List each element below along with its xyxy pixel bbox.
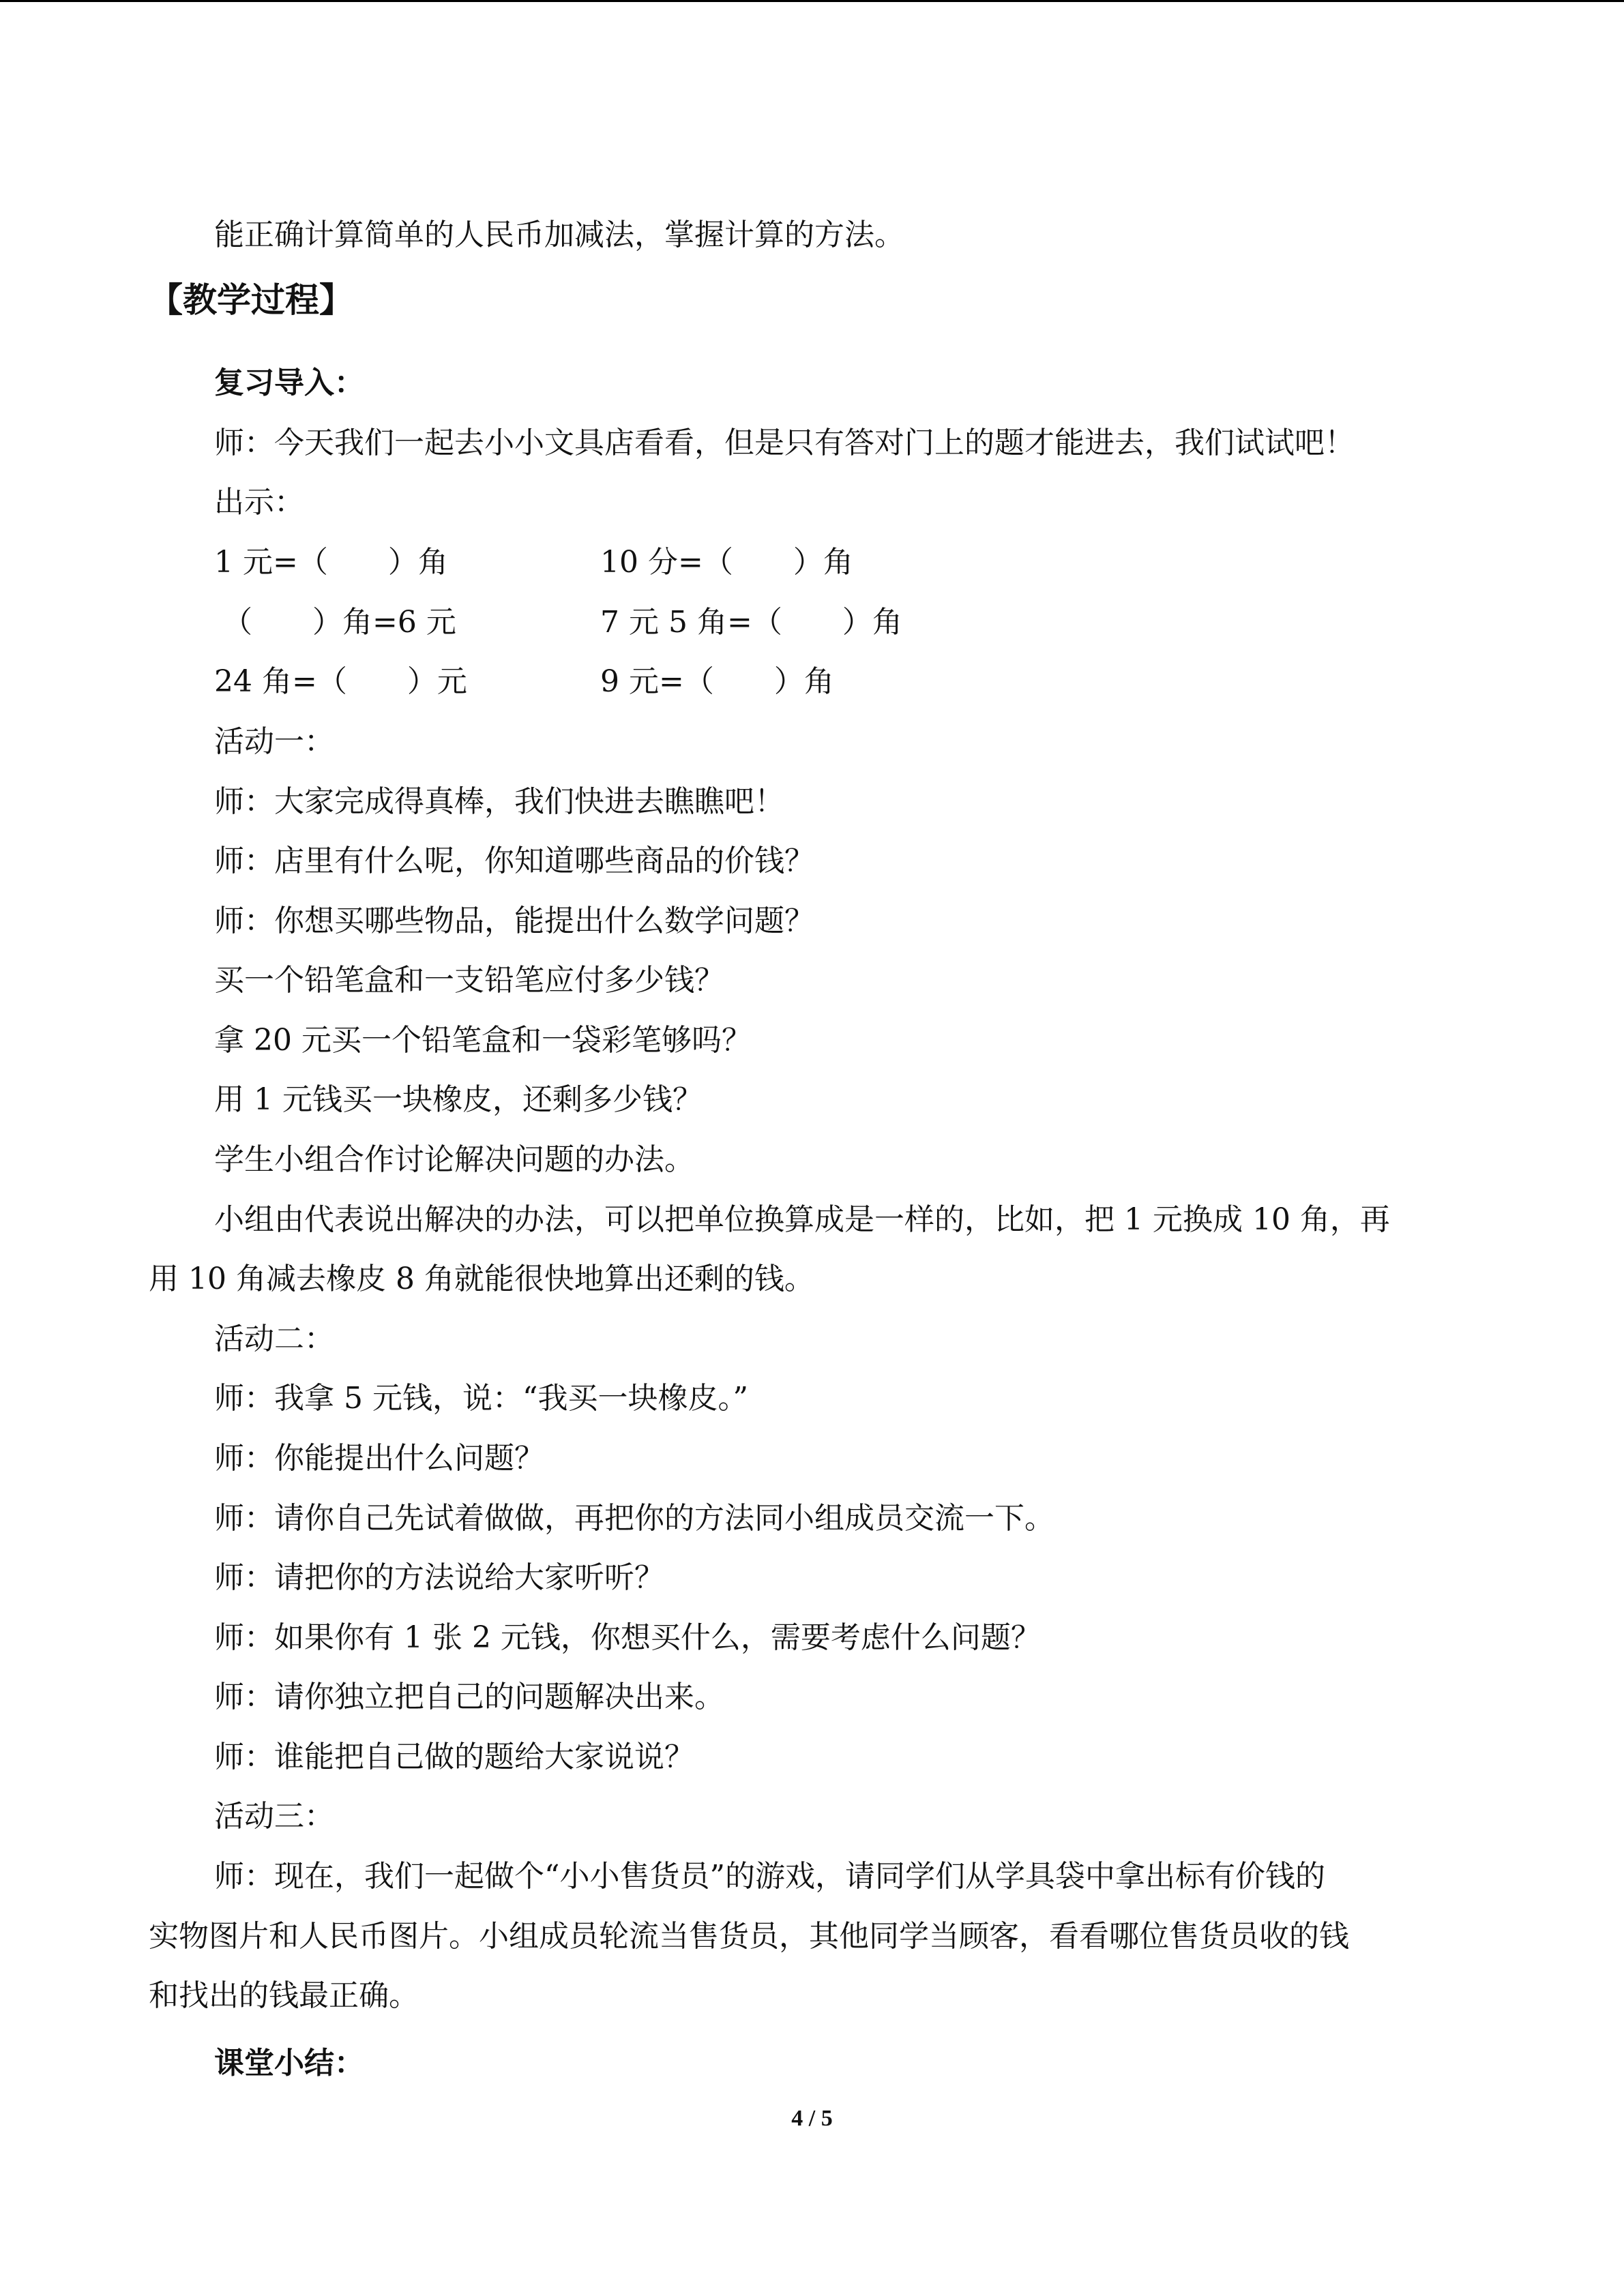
- activity3-paragraph-line: 实物图片和人民币图片。小组成员轮流当售货员，其他同学当顾客，看看哪位售货员收的钱: [149, 1919, 1349, 1954]
- exercise-item: 10 分=（ ）角: [600, 545, 853, 580]
- show-label: 出示：: [214, 485, 304, 520]
- review-intro: 师：今天我们一起去小小文具店看看，但是只有答对门上的题才能进去，我们试试吧！: [214, 426, 1355, 460]
- section-heading: 【教学过程】: [149, 280, 353, 320]
- activity2-line: 师：你能提出什么问题？: [214, 1441, 544, 1476]
- summary-title: 课堂小结：: [214, 2046, 364, 2081]
- activity1-title: 活动一：: [214, 724, 334, 759]
- activity2-title: 活动二：: [214, 1322, 334, 1356]
- objective-line: 能正确计算简单的人民币加减法，掌握计算的方法。: [214, 218, 904, 252]
- activity2-line: 师：请把你的方法说给大家听听？: [214, 1560, 664, 1595]
- activity2-line: 师：如果你有 1 张 2 元钱，你想买什么，需要考虑什么问题？: [214, 1620, 1041, 1655]
- exercise-item: 9 元=（ ）角: [600, 664, 834, 699]
- activity1-line: 学生小组合作讨论解决问题的办法。: [214, 1142, 694, 1177]
- page-top-border: [0, 0, 1624, 2]
- activity2-line: 师：谁能把自己做的题给大家说说？: [214, 1740, 694, 1774]
- activity1-line: 师：大家完成得真棒，我们快进去瞧瞧吧！: [214, 784, 784, 819]
- activity3-paragraph-line: 和找出的钱最正确。: [149, 1978, 419, 2013]
- page-number: 4 / 5: [791, 2106, 833, 2131]
- review-title: 复习导入：: [214, 366, 364, 400]
- activity1-paragraph-line: 用 10 角减去橡皮 8 角就能很快地算出还剩的钱。: [149, 1262, 814, 1296]
- activity1-line: 买一个铅笔盒和一支铅笔应付多少钱？: [214, 963, 724, 998]
- exercise-item: （ ）角=6 元: [222, 605, 456, 640]
- activity3-title: 活动三：: [214, 1799, 334, 1834]
- activity2-line: 师：请你自己先试着做做，再把你的方法同小组成员交流一下。: [214, 1501, 1054, 1536]
- exercise-item: 1 元=（ ）角: [214, 545, 448, 580]
- activity1-paragraph-line: 小组由代表说出解决的办法，可以把单位换算成是一样的，比如，把 1 元换成 10 角，再: [214, 1202, 1390, 1237]
- activity2-line: 师：请你独立把自己的问题解决出来。: [214, 1680, 724, 1714]
- activity1-line: 师：店里有什么呢，你知道哪些商品的价钱？: [214, 844, 814, 878]
- exercise-item: 24 角=（ ）元: [214, 664, 467, 699]
- activity2-line: 师：我拿 5 元钱，说：“我买一块橡皮。”: [214, 1381, 748, 1416]
- activity1-line: 用 1 元钱买一块橡皮，还剩多少钱？: [214, 1082, 703, 1117]
- activity1-line: 拿 20 元买一个铅笔盒和一袋彩笔够吗？: [214, 1023, 752, 1058]
- activity3-paragraph-line: 师：现在，我们一起做个“小小售货员”的游戏，请同学们从学具袋中拿出标有价钱的: [214, 1859, 1325, 1894]
- activity1-line: 师：你想买哪些物品，能提出什么数学问题？: [214, 904, 814, 938]
- exercise-item: 7 元 5 角=（ ）角: [600, 605, 902, 640]
